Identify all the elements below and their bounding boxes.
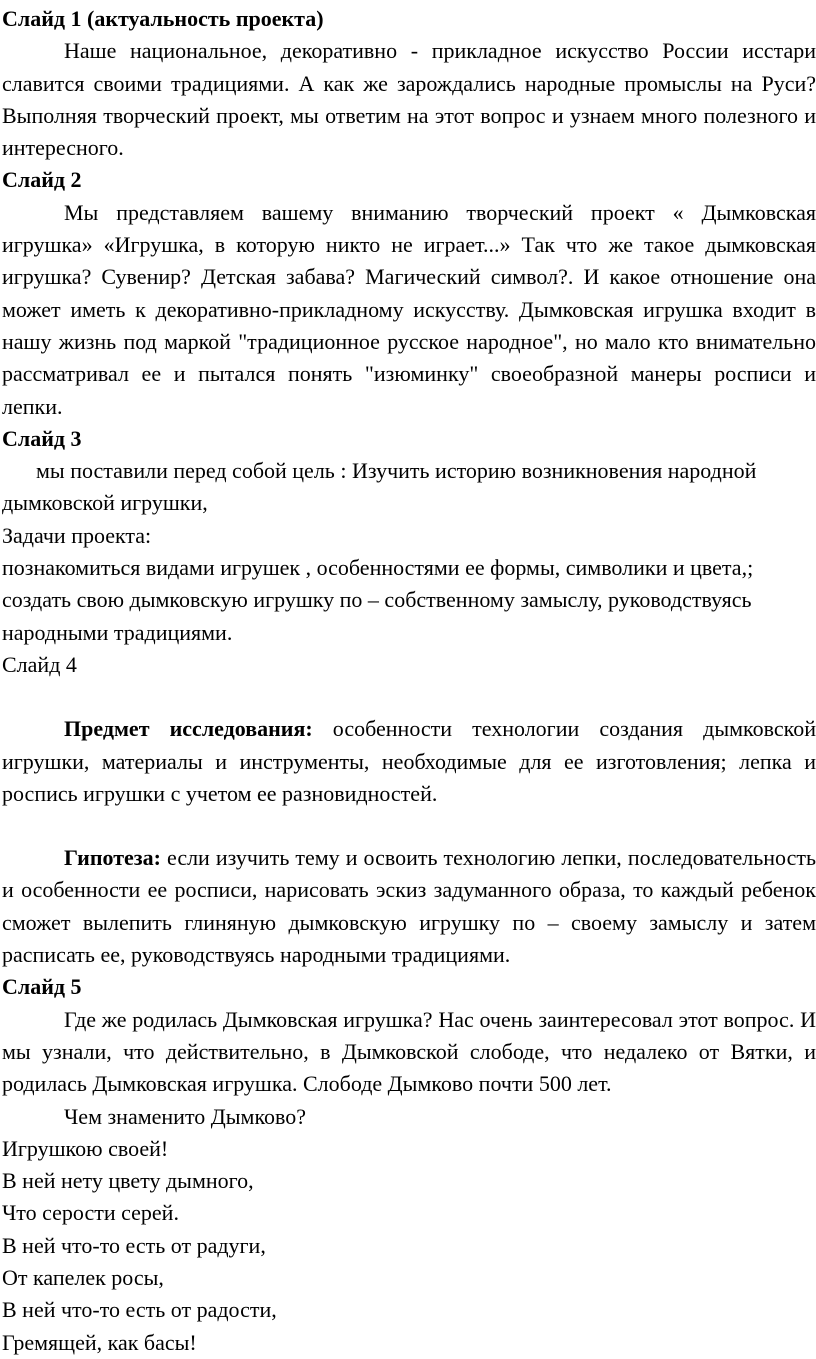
slide2-heading: Слайд 2 [2, 167, 82, 193]
poem-title: Чем знаменито Дымково? [64, 1103, 307, 1129]
blank-line [2, 681, 816, 713]
slide3-task-1: познакомиться видами игрушек , особенностями ее формы, символики и цвета,; [2, 555, 754, 581]
poem-line: Игрушкою своей! [2, 1135, 169, 1161]
subject-text: особенности технологии создания дымковской игрушки, материалы и инструменты, необходимые для ее изготовления; лепка и роспись игрушки с учетом ее разновидностей. [2, 716, 816, 806]
poem-line: В ней что-то есть от радости, [2, 1297, 277, 1323]
slide3-tasks-label: Задачи проекта: [2, 522, 152, 548]
slide2-paragraph: Мы представляем вашему вниманию творческий проект « Дымковская игрушка» «Игрушка, в которую никто не играет...» Так что же такое дымковская игрушка? Сувенир? Детская забава? Магический символ?. И какое отношение она может иметь к декоративно-прикладному искусству. Дымковская игрушка входит в нашу жизнь под маркой "традиционное русское народное", но мало кто внимательно рассматривал ее и пытался понять "изюминку" своеобразной манеры росписи и лепки. [2, 199, 816, 419]
slide1-heading: Слайд 1 (актуальность проекта) [2, 6, 324, 31]
poem-line: Что серости серей. [2, 1200, 179, 1226]
poem-line: В ней нету цвету дымного, [2, 1168, 254, 1194]
slide4-heading: Слайд 4 [2, 651, 77, 677]
poem-line: От капелек росы, [2, 1264, 164, 1290]
slide4-hypothesis-paragraph [2, 842, 816, 971]
slide1-paragraph: Наше национальное, декоративно - прикладное искусство России исстари славится своими традициями. А как же зарождались народные промыслы на Руси? Выполняя творческий проект, мы ответим на этот вопрос и узнаем много полезного и интересного. [2, 38, 816, 161]
poem-line: Гремящей, как басы! [2, 1329, 197, 1355]
blank-line [2, 810, 816, 842]
slide3-task-2: создать свою дымковскую игрушку по – собственному замыслу, руководствуясь народными традициями. [2, 587, 752, 645]
slide3-heading: Слайд 3 [2, 425, 82, 451]
slide5-heading: Слайд 5 [2, 974, 82, 1000]
slide3-goal: мы поставили перед собой цель : Изучить историю возникновения народной дымковской игрушки, [2, 458, 757, 516]
hypothesis-text: если изучить тему и освоить технологию лепки, последовательность и особенности ее росписи, нарисовать эскиз задуманного образа, то каждый ребенок сможет вылепить глиняную дымковскую игрушку по – своему замыслу и затем расписать ее, руководствуясь народными традициями. [2, 845, 816, 968]
slide5-paragraph: Где же родилась Дымковская игрушка? Нас очень заинтересовал этот вопрос. И мы узнали, что действительно, в Дымковской слободе, что недалеко от Вятки, и родилась Дымковская игрушка. Слободе Дымково почти 500 лет. [2, 1006, 816, 1097]
subject-label: Предмет исследования: [64, 716, 313, 742]
slide4-subject-paragraph [2, 713, 816, 810]
hypothesis-label: Гипотеза: [64, 845, 161, 871]
poem-line: В ней что-то есть от радуги, [2, 1232, 266, 1258]
